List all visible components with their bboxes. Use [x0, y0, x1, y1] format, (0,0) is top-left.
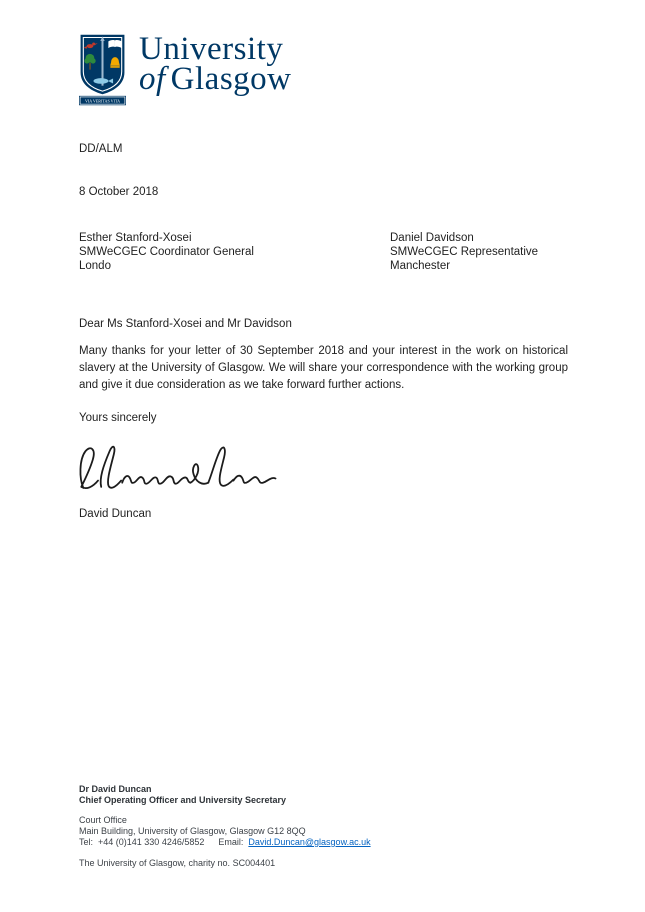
tel-number: +44 (0)141 330 4246/5852	[98, 837, 205, 847]
crest-motto: VIA VERITAS VITA	[84, 98, 121, 104]
tel-label: Tel:	[79, 837, 94, 847]
recipient-title: SMWeCGEC Coordinator General	[79, 246, 254, 258]
closing-phrase: Yours sincerely	[79, 412, 157, 424]
footer-title: Chief Operating Officer and University Secretary	[79, 795, 287, 805]
recipient-block-left	[79, 231, 254, 273]
handwritten-signature	[76, 440, 286, 496]
footer-office: Court Office	[79, 815, 127, 825]
recipient-city: Londo	[79, 260, 111, 272]
recipient-city: Manchester	[390, 260, 451, 272]
signatory-name: David Duncan	[79, 508, 152, 520]
footer-contact-line	[79, 837, 371, 848]
letter-date: 8 October 2018	[79, 186, 159, 198]
salutation: Dear Ms Stanford-Xosei and Mr Davidson	[79, 318, 292, 330]
logo-line-university: University	[139, 31, 284, 67]
email-label: Email:	[218, 837, 244, 847]
letter-body-paragraph: Many thanks for your letter of 30 September 2018 and your interest in the work on historical slavery at the University of Glasgow. We will share your correspondence with the working group and give it due consideration as we take forward further actions.	[79, 345, 568, 391]
reference-code: DD/ALM	[79, 143, 123, 155]
logo-glasgow: Glasgow	[170, 61, 292, 97]
footer-address: Main Building, University of Glasgow, Glasgow G12 8QQ	[79, 826, 306, 836]
university-of-glasgow-logo	[79, 33, 292, 107]
footer-name: Dr David Duncan	[79, 784, 152, 794]
letter-footer	[79, 784, 371, 869]
logo-line-of-glasgow	[139, 61, 292, 97]
email-link[interactable]: David.Duncan@glasgow.ac.uk	[248, 837, 371, 847]
recipient-name: Esther Stanford-Xosei	[79, 232, 192, 244]
recipient-title: SMWeCGEC Representative	[390, 246, 539, 258]
book-emblem	[108, 40, 121, 48]
footer-charity: The University of Glasgow, charity no. SC004401	[79, 858, 276, 868]
glasgow-crest-icon	[79, 33, 126, 107]
logo-of: of	[139, 61, 166, 97]
recipient-name: Daniel Davidson	[390, 232, 474, 244]
logo-wordmark	[139, 31, 292, 97]
recipient-block-right	[390, 231, 538, 273]
